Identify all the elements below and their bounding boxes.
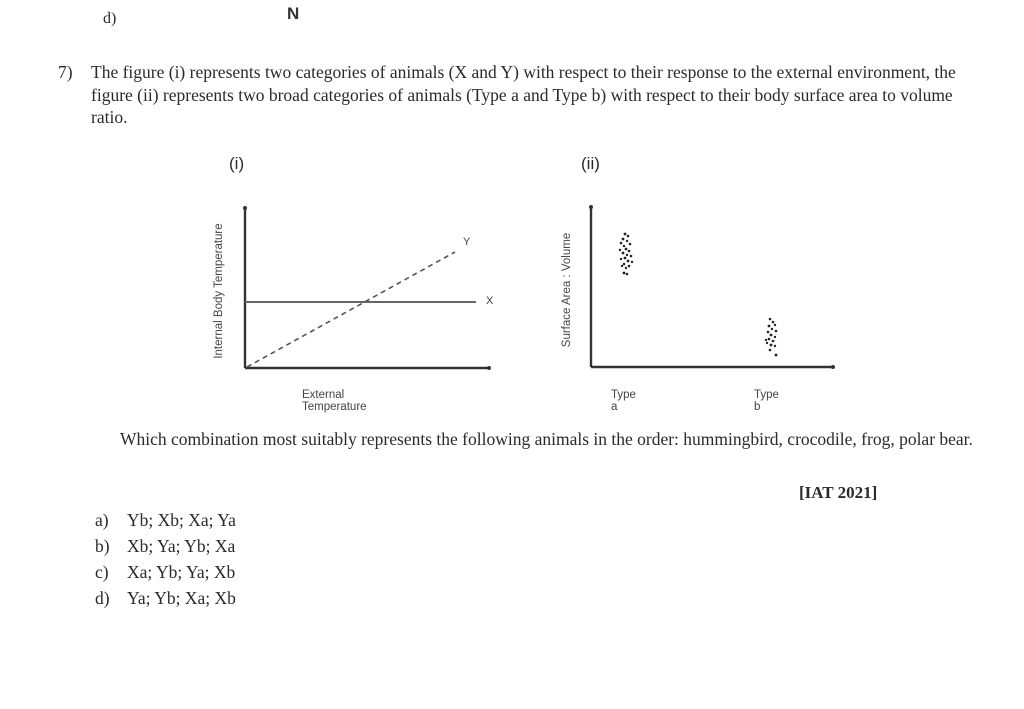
previous-option-letter: d) [103,10,117,27]
option-b[interactable] [95,536,235,557]
figure-1-y-axis-title: Internal Body Temperature [213,223,225,359]
cluster-type-b [765,318,778,357]
option-c[interactable] [95,562,235,583]
question-source: [IAT 2021] [799,483,878,502]
figure-2-y-axis-title: Surface Area : Volume [561,232,573,348]
figure-2-category-a: Type a [611,389,636,413]
previous-option-value: N [287,4,300,23]
line-x-label: X [486,295,494,307]
line-y [247,252,455,367]
option-text: Xb; Ya; Yb; Xa [127,536,236,556]
option-letter: d) [95,588,110,608]
figure-2-label: (ii) [581,154,600,173]
option-d[interactable] [95,588,236,609]
question-number: 7) [58,62,73,82]
option-text: Xa; Yb; Ya; Xb [127,562,236,582]
option-text: Ya; Yb; Xa; Xb [127,588,236,608]
option-letter: c) [95,562,109,582]
cluster-type-a [619,233,633,276]
option-text: Yb; Xb; Xa; Ya [127,510,236,530]
question-stem: The figure (i) represents two categories of animals (X and Y) with respect to their response to the external environment, the figure (ii) represents two broad categories of animals (Type a and Type b) with respect to their body surface area to volume ratio. [91,62,956,127]
figure-1-label: (i) [229,154,245,173]
figure-1-x-axis-title: External Temperature [302,389,367,413]
figure-2-plot [580,195,840,385]
figure-1-plot [200,195,510,385]
option-letter: b) [95,536,110,556]
option-a[interactable] [95,510,236,531]
question-prompt: Which combination most suitably represents the following animals in the order: hummingbird, crocodile, frog, polar bear. [120,429,973,449]
line-y-label: Y [463,236,471,248]
option-letter: a) [95,510,109,530]
figure-2-category-b: Type b [754,389,779,413]
